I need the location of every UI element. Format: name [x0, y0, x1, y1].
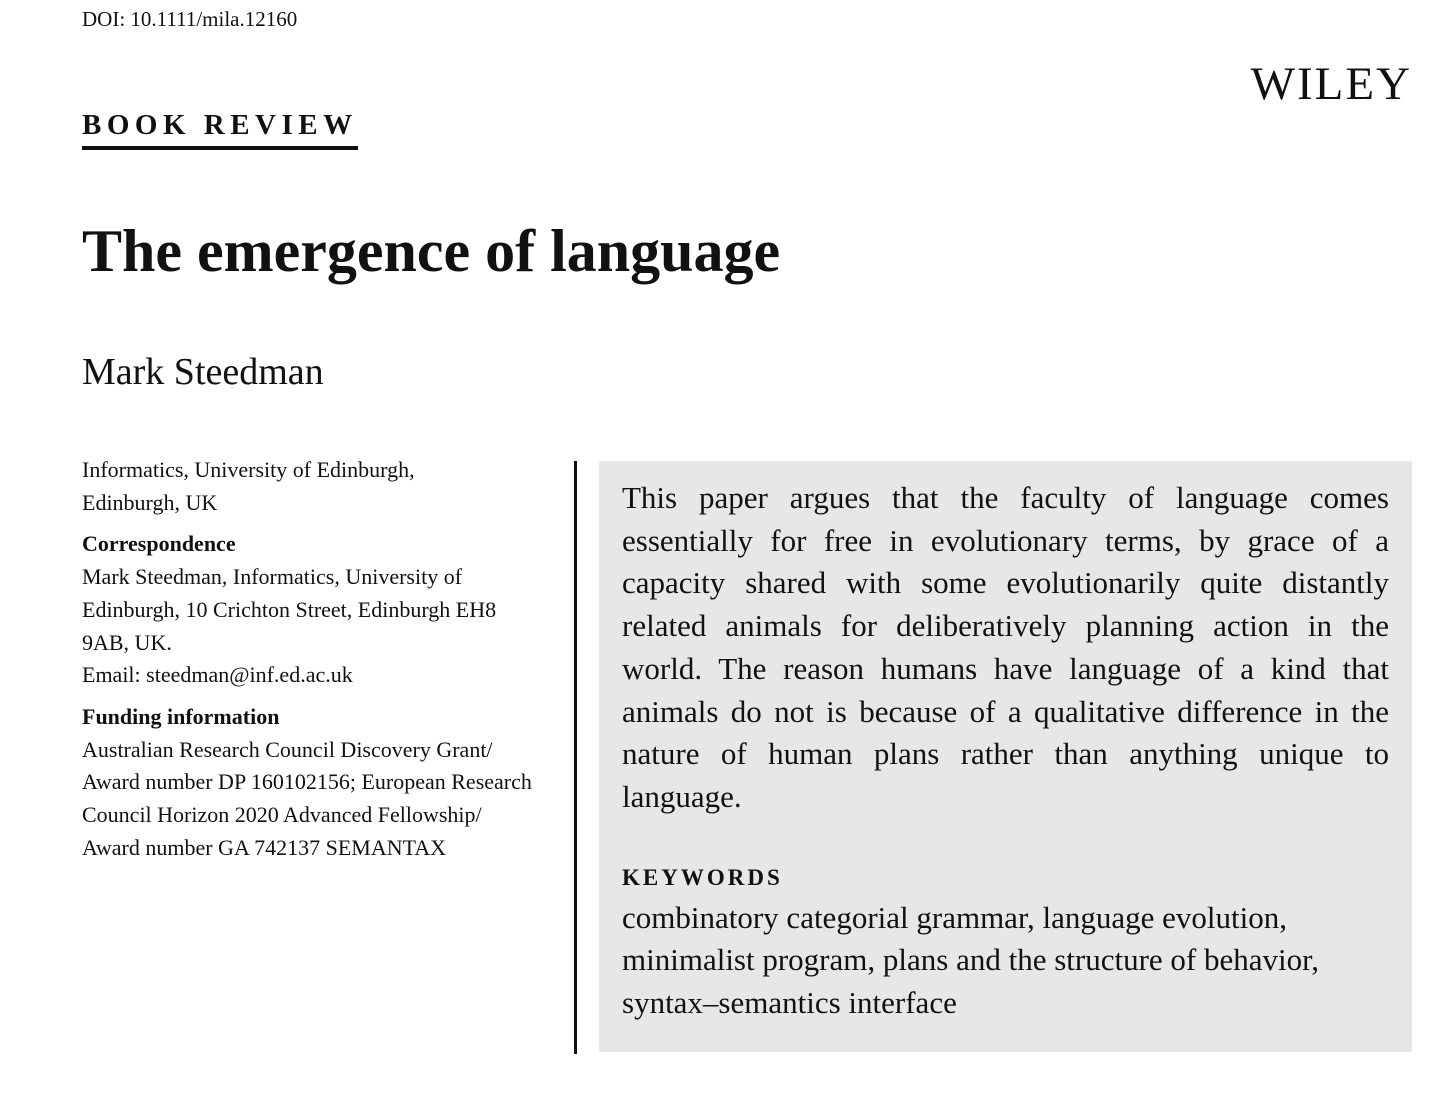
- funding-line: Award number DP 160102156; European Research: [82, 769, 532, 795]
- affiliation: [82, 454, 564, 519]
- correspondence-heading: Correspondence: [82, 531, 236, 557]
- correspondence-line: Mark Steedman, Informatics, University of: [82, 564, 463, 590]
- abstract-box: [599, 461, 1412, 1052]
- wiley-logo: WILEY: [1250, 58, 1412, 110]
- author-info-column: [82, 454, 564, 873]
- correspondence: [82, 528, 564, 692]
- column-divider: [574, 461, 577, 1054]
- affiliation-line: Informatics, University of Edinburgh,: [82, 457, 415, 482]
- correspondence-line: Edinburgh, 10 Crichton Street, Edinburgh EH8: [82, 596, 497, 622]
- affiliation-line: Edinburgh, UK: [82, 489, 218, 515]
- abstract-text: This paper argues that the faculty of language comes essentially for free in evolutionary terms, by grace of a capacity shared with some evolutionarily quite distantly related animals for deliberatively planning action in the world. The reason humans have language of a kind that animals do not is because of a qualitative difference in the nature of human plans rather than anything unique to language.: [622, 480, 1389, 814]
- keywords-heading: KEYWORDS: [622, 864, 783, 890]
- funding-line: Australian Research Council Discovery Grant/: [82, 736, 493, 762]
- funding-line: Council Horizon 2020 Advanced Fellowship/: [82, 802, 482, 828]
- keywords-list: combinatory categorial grammar, language evolution, minimalist program, plans and the structure of behavior, syntax–semantics interface: [622, 899, 1319, 1021]
- article-title: The emergence of language: [82, 218, 781, 284]
- author-name: Mark Steedman: [82, 351, 324, 393]
- correspondence-line: 9AB, UK.: [82, 629, 172, 655]
- doi: DOI: 10.1111/mila.12160: [82, 7, 298, 31]
- correspondence-email: Email: steedman@inf.ed.ac.uk: [82, 662, 353, 688]
- funding-heading: Funding information: [82, 703, 280, 729]
- funding-info: [82, 701, 564, 865]
- section-label: BOOK REVIEW: [82, 108, 358, 150]
- funding-line: Award number GA 742137 SEMANTAX: [82, 834, 447, 860]
